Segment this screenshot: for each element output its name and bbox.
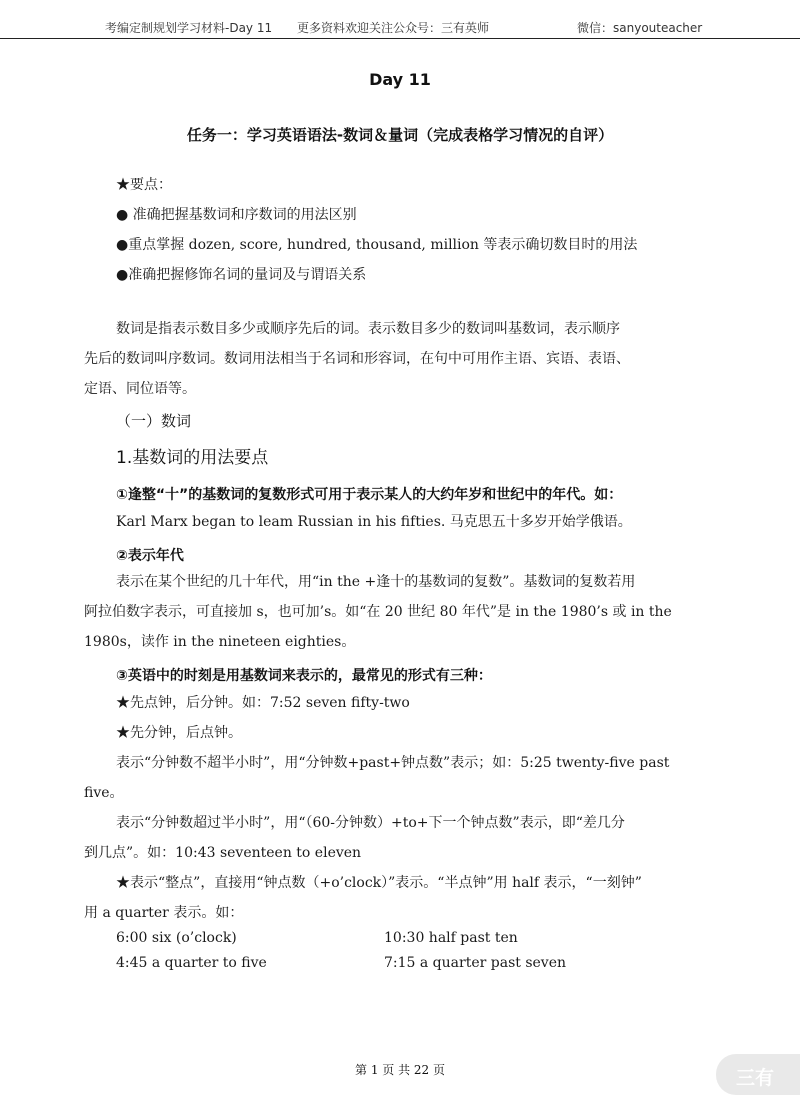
watermark-badge — [716, 1054, 800, 1095]
point3-line: ★先分钟，后点钟。 — [116, 725, 242, 741]
point1-example: Karl Marx began to leam Russian in his fifties. 马克思五十多岁开始学俄语。 — [116, 514, 632, 530]
time-example: 10:30 half past ten — [384, 930, 518, 946]
point3-line: five。 — [84, 785, 124, 801]
key-point-item: ●重点掌握 dozen, score, hundred, thousand, million 等表示确切数目时的用法 — [116, 237, 638, 253]
point3-line: ★表示“整点”，直接用“钟点数（+o’clock）”表示。“半点钟”用 half 表示，“一刻钟” — [116, 875, 642, 891]
point1-title: ①逢整“十”的基数词的复数形式可用于表示某人的大约年岁和世纪中的年代。如： — [116, 487, 623, 503]
page-title: Day 11 — [369, 70, 431, 89]
header-divider — [0, 38, 800, 39]
time-example: 6:00 six (o’clock) — [116, 930, 237, 946]
intro-paragraph-line: 定语、同位语等。 — [84, 381, 196, 397]
point2-line: 阿拉伯数字表示，可直接加 s，也可加’s。如“在 20 世纪 80 年代”是 in the 1980’s 或 in the — [84, 604, 672, 620]
watermark-logo-text: 三有 — [736, 1067, 775, 1089]
page-footer: 第 1 页 共 22 页 — [355, 1063, 445, 1077]
point3-line: 表示“分钟数超过半小时”，用“（60-分钟数）+to+下一个钟点数”表示，即“差几分 — [116, 815, 625, 831]
key-points-heading: ★要点： — [116, 177, 172, 193]
point3-line: 到几点”。如：10:43 seventeen to eleven — [84, 845, 362, 861]
header-left-text: 考编定制规划学习材料-Day 11 — [105, 21, 273, 35]
time-example: 4:45 a quarter to five — [116, 955, 267, 971]
time-example: 7:15 a quarter past seven — [384, 955, 567, 971]
point3-line: 用 a quarter 表示。如： — [84, 905, 244, 921]
key-point-item: ●准确把握修饰名词的量词及与谓语关系 — [116, 267, 367, 283]
point3-line: ★先点钟，后分钟。如：7:52 seven fifty-two — [116, 695, 410, 711]
point2-line: 表示在某个世纪的几十年代，用“in the +逢十的基数词的复数”。基数词的复数若用 — [116, 574, 636, 590]
intro-paragraph-line: 先后的数词叫序数词。数词用法相当于名词和形容词，在句中可用作主语、宾语、表语、 — [84, 351, 630, 367]
header-right-text: 微信：sanyouteacher — [577, 21, 703, 35]
point3-title: ③英语中的时刻是用基数词来表示的，最常见的形式有三种： — [116, 668, 492, 684]
task-subtitle: 任务一：学习英语语法-数词＆量词（完成表格学习情况的自评） — [186, 126, 614, 144]
point2-line: 1980s，读作 in the nineteen eighties。 — [84, 634, 356, 650]
intro-paragraph-line: 数词是指表示数目多少或顺序先后的词。表示数目多少的数词叫基数词，表示顺序 — [116, 321, 620, 337]
point2-title: ②表示年代 — [116, 548, 184, 564]
subsection-heading: 1.基数词的用法要点 — [116, 448, 269, 468]
section-heading: （一）数词 — [116, 412, 192, 430]
point3-line: 表示“分钟数不超半小时”，用“分钟数+past+钟点数”表示；如：5:25 twenty-five past — [116, 755, 670, 771]
key-point-item: ● 准确把握基数词和序数词的用法区别 — [116, 207, 357, 223]
header-middle-text: 更多资料欢迎关注公众号：三有英师 — [297, 21, 490, 35]
